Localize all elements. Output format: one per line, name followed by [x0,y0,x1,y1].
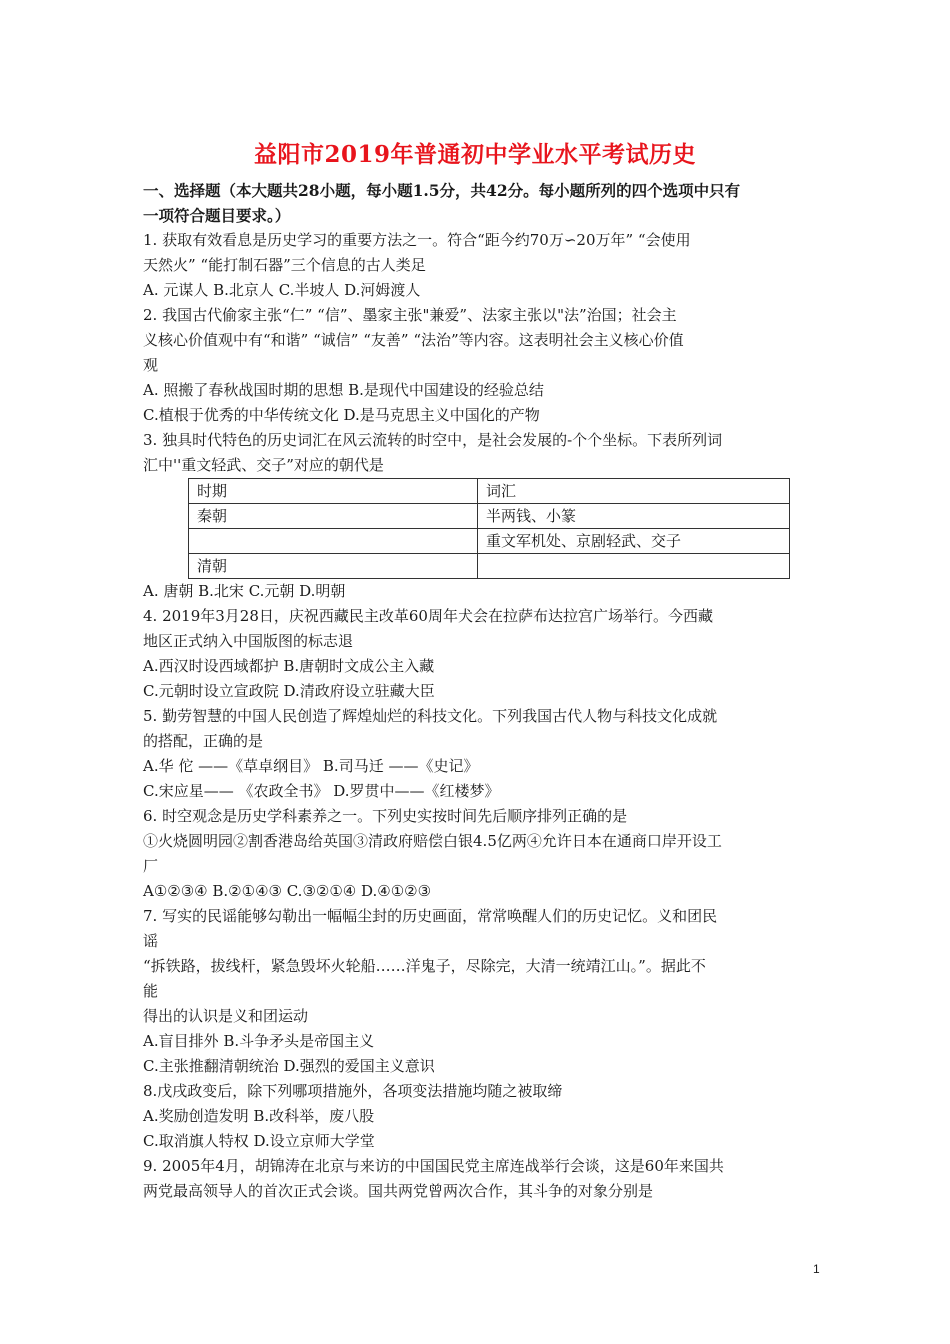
text-line: 的搭配，正确的是 [143,732,264,750]
questions-block-1 [143,228,811,478]
table-cell: 重文军机处、京剧轻武、交子 [478,529,790,554]
text-line: 得出的认识是义和团运动 [143,1007,309,1025]
text-line: 汇中''重文轻武、交子”对应的朝代是 [143,456,384,474]
text-line: 5. 勤劳智慧的中国人民创造了辉煌灿烂的科技文化。下列我国古代人物与科技文化成就 [143,707,718,725]
text-line: 两党最高领导人的首次正式会谈。国共两党曾两次合作，其斗争的对象分别是 [143,1182,654,1200]
text-line: “拆铁路，拔线杆，紧急毁坏火轮船……洋鬼子，尽除完，大清一统靖江山。”。据此不 [143,957,706,975]
exam-title: 益阳市2019年普通初中学业水平考试历史 [253,141,696,168]
text-line: A.华 佗 ——《草卓纲目》 B.司马迁 ——《史记》 [143,757,479,775]
text-line: A. 唐朝 B.北宋 C.元朝 D.明朝 [143,582,346,600]
text-line: 厂 [143,857,159,875]
text-line: 1. 获取有效看息是历史学习的重要方法之一。符合“距今约70万∽20万年” “会使用 [143,231,691,249]
text-line: 4. 2019年3月28日，庆祝西藏民主改革60周年犬会在拉萨布达拉宫广场举行。今西藏 [143,607,713,625]
text-line: C.宋应星—— 《农政全书》 D.罗贯中——《红楼梦》 [143,782,500,800]
text-line: 9. 2005年4月，胡锦涛在北京与来访的中国国民党主席连战举行会谈，这是60年来国共 [143,1157,724,1175]
text-line: A.盲目排外 B.斗争矛头是帝国主义 [143,1032,375,1050]
text-line: 7. 写实的民谣能够勾勒出一幅幅尘封的历史画面，常常唤醒人们的历史记忆。义和团民 [143,907,718,925]
text-line: 观 [143,356,159,374]
dynasty-vocabulary-table [188,478,790,579]
text-line: C.植根于优秀的中华传统文化 D.是马克思主义中国化的产物 [143,406,540,424]
text-line: 6. 时空观念是历史学科素养之一。下列史实按时间先后顺序排列正确的是 [143,807,628,825]
text-line: 3. 独具时代特色的历史词汇在风云流转的时空中，是社会发展的-个个坐标。下表所列词 [143,431,723,449]
table-cell: 清朝 [189,554,478,579]
text-line: C.取消旗人特权 D.设立京师大学堂 [143,1132,375,1150]
text-line: 能 [143,982,159,1000]
text-line: C.主张推翻清朝统治 D.强烈的爱国主义意识 [143,1057,435,1075]
text-line: 地区正式纳入中国版图的标志退 [143,632,354,650]
text-line: 8.戊戌政变后，除下列哪项措施外，各项变法措施均随之被取缔 [143,1082,563,1100]
text-line: A.奖励创造发明 B.改科举，废八股 [143,1107,375,1125]
table-row [189,554,790,579]
text-line: A. 照搬了春秋战国时期的思想 B.是现代中国建设的经验总结 [143,381,544,399]
table-row [189,529,790,554]
table-header-cell: 时期 [189,479,478,504]
table-header-cell: 词汇 [478,479,790,504]
section-heading-line-1: 一、选择题（本大题共28小题，每小题1.5分，共42分。每小题所列的四个选项中只有 [143,181,741,200]
text-line: A. 元谋人 B.北京人 C.半坡人 D.河姆渡人 [143,281,421,299]
section-heading-line-2: 一项符合题目要求。） [143,206,291,225]
section-heading [143,178,813,228]
table-cell: 半两钱、小篆 [478,504,790,529]
page-number: 1 [813,1262,820,1276]
text-line: 2. 我国古代偷家主张“仁” “信”、墨家主张"兼爱”、法家主张以"法”治国；社会主 [143,306,677,324]
questions-block-2 [143,579,811,1204]
text-line: A.西汉时设西域都护 B.唐朝时文成公主入藏 [143,657,435,675]
text-line: 谣 [143,932,159,950]
text-line: A①②③④ B.②①④③ C.③②①④ D.④①②③ [143,882,432,900]
text-line: C.元朝时设立宣政院 D.清政府设立驻藏大臣 [143,682,435,700]
table-cell [478,554,790,579]
text-line: 天然火” “能打制石器”三个信息的古人类足 [143,256,426,274]
table-row [189,504,790,529]
text-line: 义核心价值观中有“和谐” “诚信” “友善” “法治”等内容。这表明社会主义核心价值 [143,331,684,349]
text-line: ①火烧圆明园②割香港岛给英国③清政府赔偿白银4.5亿两④允许日本在通商口岸开设工 [143,832,722,850]
table-header-row [189,479,790,504]
table-cell [189,529,478,554]
table-cell: 秦朝 [189,504,478,529]
question-body [143,228,811,1204]
